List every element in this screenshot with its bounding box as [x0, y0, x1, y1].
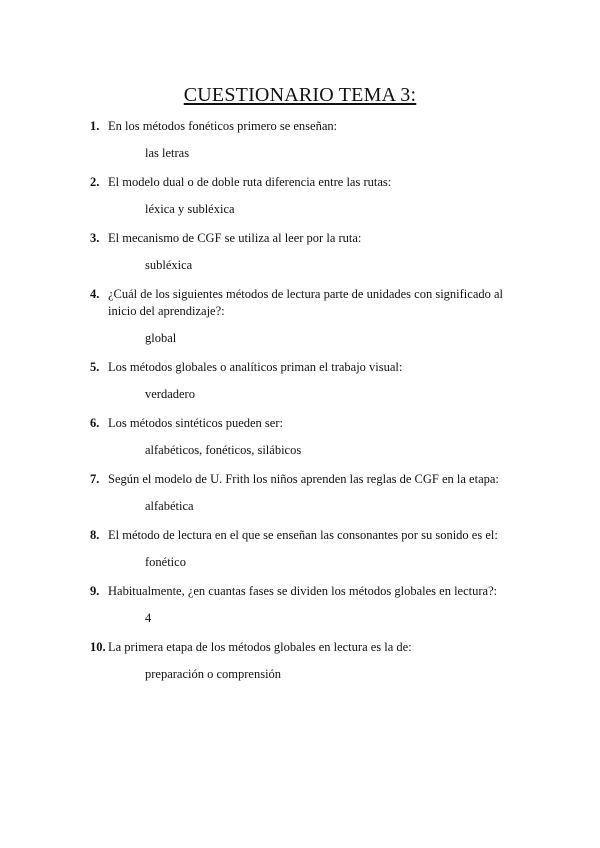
answer-text: léxica y subléxica	[145, 202, 235, 216]
question-row	[90, 415, 530, 432]
question-text: El método de lectura en el que se enseñan las consonantes por su sonido es el:	[108, 528, 498, 542]
question-number: 2.	[90, 175, 100, 189]
question-item	[90, 359, 530, 403]
answer-text: las letras	[145, 146, 190, 160]
question-row	[90, 527, 530, 544]
answer-text: verdadero	[145, 387, 195, 401]
question-row	[90, 286, 530, 320]
question-item	[90, 415, 530, 459]
question-text: La primera etapa de los métodos globales en lectura es la de:	[108, 640, 412, 654]
question-number: 3.	[90, 231, 100, 245]
question-text: El mecanismo de CGF se utiliza al leer por la ruta:	[108, 231, 362, 245]
question-text: Según el modelo de U. Frith los niños aprenden las reglas de CGF en la etapa:	[108, 472, 499, 486]
question-text: Habitualmente, ¿en cuantas fases se dividen los métodos globales en lectura?:	[108, 584, 498, 598]
question-number: 4.	[90, 287, 100, 301]
page-title: CUESTIONARIO TEMA 3:	[183, 84, 417, 106]
question-item	[90, 471, 530, 515]
question-row	[90, 174, 530, 191]
question-number: 7.	[90, 472, 100, 486]
question-text: Los métodos globales o analíticos priman el trabajo visual:	[108, 360, 403, 374]
question-row	[90, 118, 530, 135]
answer-text: alfabética	[145, 499, 194, 513]
question-text: El modelo dual o de doble ruta diferencia entre las rutas:	[108, 175, 392, 189]
question-number: 5.	[90, 360, 100, 374]
question-row	[90, 471, 530, 488]
question-number: 8.	[90, 528, 100, 542]
question-item	[90, 174, 530, 218]
question-list	[90, 118, 530, 695]
question-number: 1.	[90, 119, 100, 133]
answer-text: fonético	[145, 555, 186, 569]
question-text: ¿Cuál de los siguientes métodos de lectura parte de unidades con significado al inicio del aprendizaje?:	[108, 287, 504, 318]
question-item	[90, 527, 530, 571]
question-row	[90, 359, 530, 376]
question-number: 6.	[90, 416, 100, 430]
question-text: Los métodos sintéticos pueden ser:	[108, 416, 283, 430]
question-number: 10.	[90, 640, 106, 654]
question-text: En los métodos fonéticos primero se enseñan:	[108, 119, 338, 133]
question-item	[90, 230, 530, 274]
answer-text: global	[145, 331, 177, 345]
question-item	[90, 286, 530, 347]
answer-text: 4	[145, 611, 152, 625]
answer-text: subléxica	[145, 258, 193, 272]
question-row	[90, 639, 530, 656]
question-number: 9.	[90, 584, 100, 598]
answer-text: alfabéticos, fonéticos, silábicos	[145, 443, 302, 457]
answer-text: preparación o comprensión	[145, 667, 282, 681]
question-row	[90, 230, 530, 247]
question-item	[90, 639, 530, 683]
question-item	[90, 118, 530, 162]
question-item	[90, 583, 530, 627]
question-row	[90, 583, 530, 600]
